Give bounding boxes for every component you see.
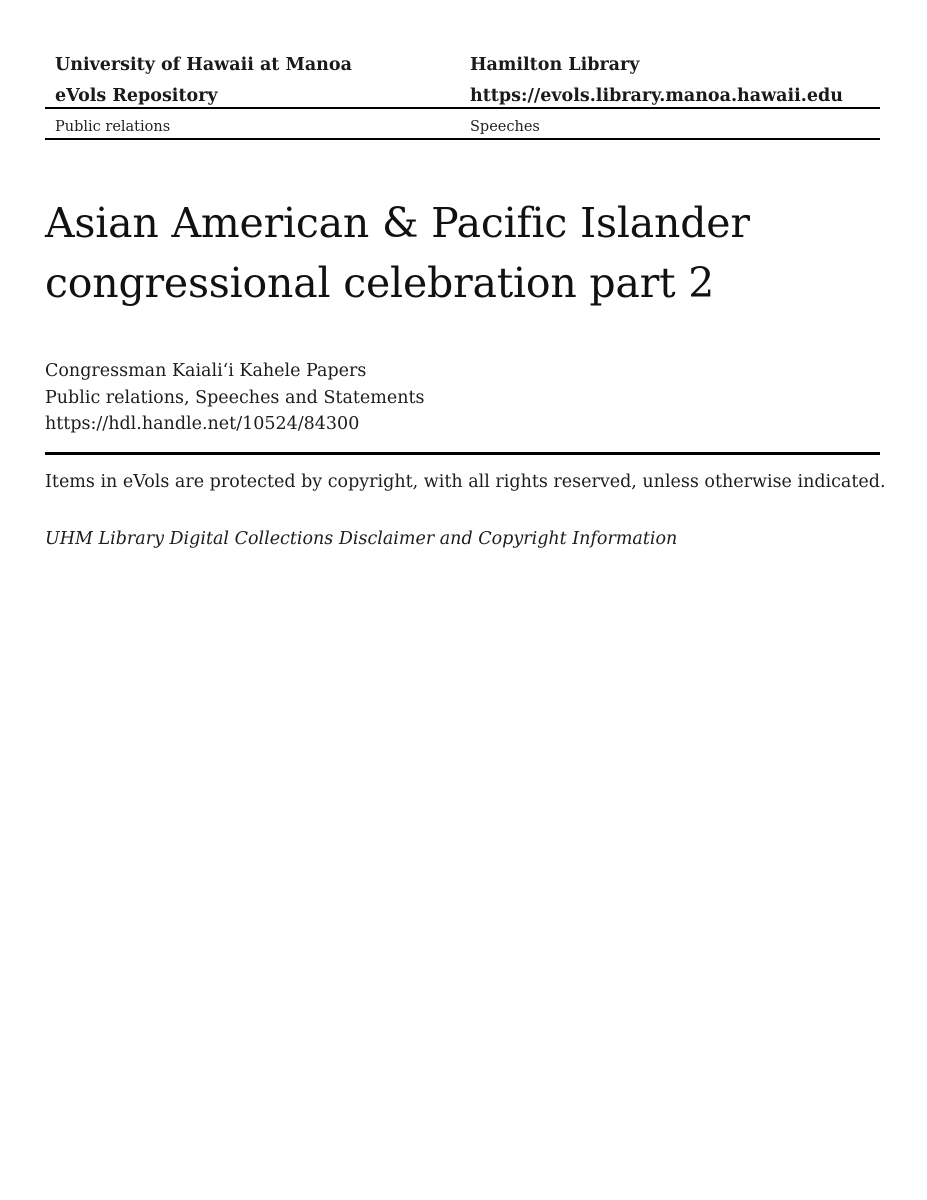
copyright-notice: Items in eVols are protected by copyright, with all rights reserved, unless otherwise indicated. [45, 472, 886, 492]
header-series-label: Public relations [55, 119, 171, 135]
handle-url-link[interactable]: https://hdl.handle.net/10524/84300 [45, 414, 360, 434]
disclaimer-link[interactable]: UHM Library Digital Collections Disclaimer and Copyright Information [45, 529, 678, 549]
collection-name: Congressman Kaialiʻi Kahele Papers [45, 361, 367, 381]
series-name: Public relations, Speeches and Statements [45, 387, 425, 408]
metadata-block [45, 358, 880, 438]
header-divider-top [45, 107, 880, 109]
institution-name: University of Hawaii at Manoa [55, 55, 352, 75]
document-title: Asian American & Pacific Islander congressional celebration part 2 [45, 199, 750, 307]
repository-url-link[interactable]: https://evols.library.manoa.hawaii.edu [470, 86, 843, 106]
header-divider-bottom [45, 138, 880, 140]
content-divider [45, 452, 880, 455]
header-subseries-label: Speeches [470, 119, 540, 135]
repository-name: eVols Repository [55, 86, 218, 106]
library-name: Hamilton Library [470, 55, 640, 75]
